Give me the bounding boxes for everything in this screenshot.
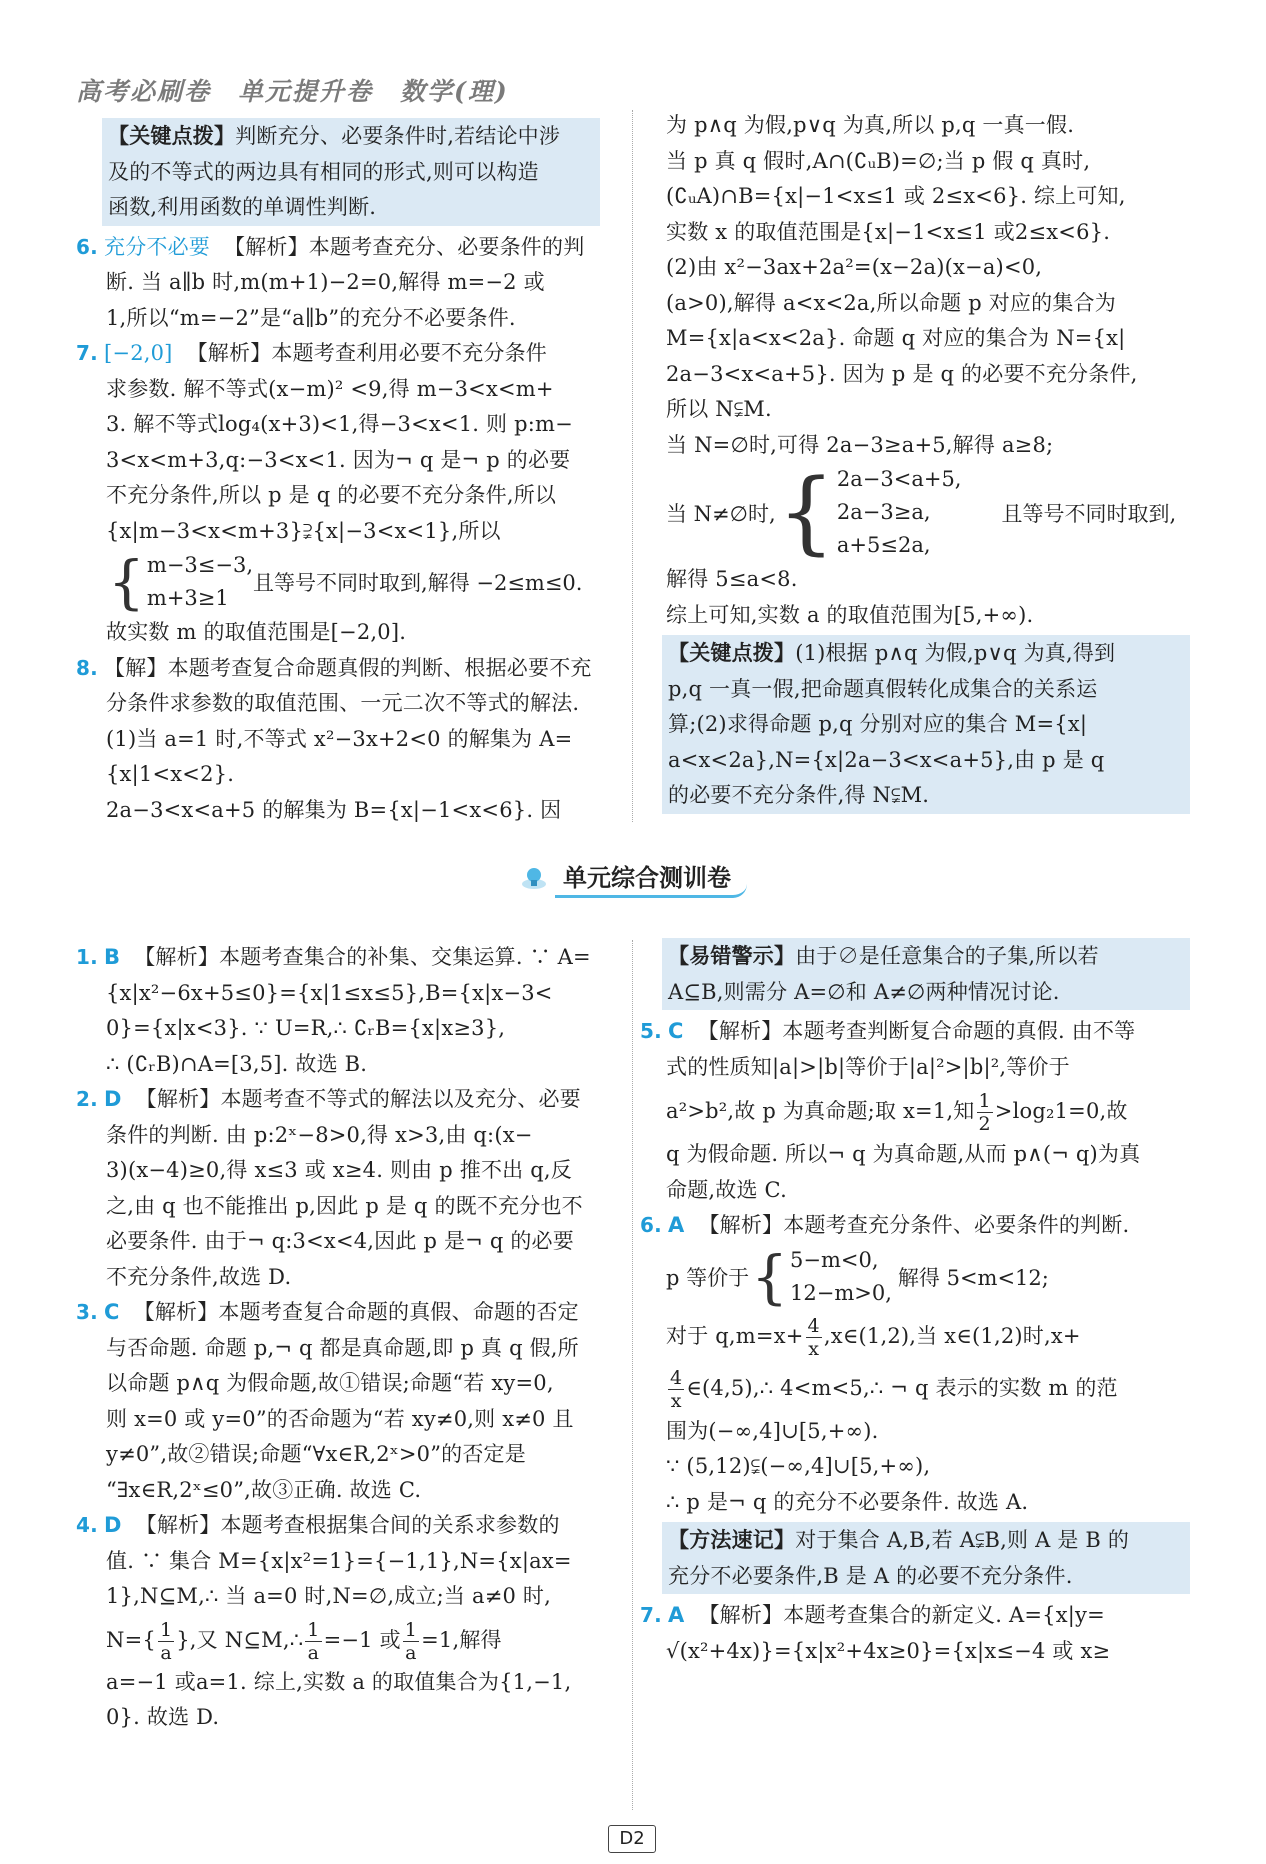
system-row: 5−m<0, <box>790 1247 879 1272</box>
item-answer: A <box>668 1213 685 1237</box>
box-text: 充分不必要条件,B 是 A 的必要不充分条件. <box>668 1563 1073 1588</box>
brace-symbol: { <box>777 459 835 565</box>
system-row: m+3≥1 <box>146 586 229 610</box>
fraction <box>977 1090 993 1135</box>
text-line: 【解析】本题考查复合命题的真假、命题的否定 <box>133 1300 579 1324</box>
system-head: 当 N≠∅时, <box>666 501 776 526</box>
brace-symbol: { <box>108 548 145 616</box>
item-number: 7. <box>640 1603 662 1627</box>
text-line: 当 p 真 q 假时,A∩(∁ᵤB)=∅;当 p 假 q 真时, <box>666 148 1091 173</box>
item-answer: A <box>668 1603 685 1627</box>
item-answer: D <box>104 1087 122 1111</box>
item-number: 1. <box>76 945 98 969</box>
answer-item-5 <box>640 1014 1190 1208</box>
box-text: 函数,利用函数的单调性判断. <box>108 195 377 219</box>
text-line: ∵ (5,12)⫋(−∞,4]∪[5,+∞), <box>666 1454 931 1478</box>
box-text: 判断充分、必要条件时,若结论中涉 <box>235 124 561 148</box>
text-fragment: 对于 q,m=x+ <box>666 1323 804 1348</box>
text-line: 以命题 p∧q 为假命题,故①错误;命题“若 xy=0, <box>106 1371 554 1395</box>
column-divider-top <box>632 110 634 822</box>
text-line: 2a−3<x<a+5 的解集为 B={x|−1<x<6}. 因 <box>106 797 562 822</box>
top-left-column <box>76 116 600 828</box>
fraction <box>806 1315 822 1360</box>
box-text: (1)根据 p∧q 为假,p∨q 为真,得到 <box>795 641 1116 665</box>
text-line: y≠0”,故②错误;命题“∀x∈R,2ˣ>0”的否定是 <box>106 1442 526 1466</box>
fraction-line <box>666 1310 1190 1362</box>
section-title-text: 单元综合测训卷 <box>555 858 747 898</box>
system-row: 2a−3≥a, <box>836 500 931 524</box>
fraction-line <box>666 1362 1190 1414</box>
item-number: 8. <box>76 655 98 680</box>
warning-label: 【易错警示】 <box>668 943 796 968</box>
text-line: 为 p∧q 为假,p∨q 为真,所以 p,q 一真一假. <box>666 113 1075 137</box>
text-line: 【解析】本题考查利用必要不充分条件 <box>186 341 547 365</box>
denominator: a <box>307 1641 320 1664</box>
numerator: 4 <box>807 1314 820 1337</box>
text-line: 不充分条件,所以 p 是 q 的必要不充分条件,所以 <box>106 483 557 507</box>
denominator: a <box>405 1641 417 1664</box>
text-line: 【解析】本题考查集合的新定义. A={x|y= <box>698 1603 1105 1627</box>
fraction-line <box>666 1085 1190 1137</box>
text-fragment: >log₂1=0,故 <box>994 1099 1128 1123</box>
fraction <box>403 1619 419 1664</box>
text-line: 0}={x|x<3}. ∵ U=R,∴ ∁ᵣB={x|x≥3}, <box>106 1016 506 1040</box>
item-answer: C <box>668 1019 684 1043</box>
column-divider-bottom <box>632 940 634 1810</box>
box-text: 的必要不充分条件,得 N⫋M. <box>668 783 930 807</box>
denominator: x <box>670 1389 682 1412</box>
text-line: 必要条件. 由于¬ q:3<x<4,因此 p 是¬ q 的必要 <box>106 1229 574 1253</box>
text-fragment: ∈(4,5),∴ 4<m<5,∴ ¬ q 表示的实数 m 的范 <box>686 1375 1118 1400</box>
text-line: 【解析】本题考查充分、必要条件的判 <box>224 234 585 259</box>
text-line: 【解析】本题考查判断复合命题的真假. 由不等 <box>697 1019 1136 1043</box>
answer-item-8 <box>76 651 600 829</box>
text-line: (∁ᵤA)∩B={x|−1<x≤1 或 2≤x<6}. 综上可知, <box>666 184 1126 208</box>
fraction <box>668 1367 684 1412</box>
text-fragment: },又 N⊆M,∴ <box>176 1627 304 1652</box>
text-line: 围为(−∞,4]∪[5,+∞). <box>666 1418 879 1443</box>
answer-item-2 <box>76 1082 600 1295</box>
item-number: 4. <box>76 1513 98 1537</box>
item-number: 6. <box>76 234 98 259</box>
answer-item-6 <box>76 230 600 337</box>
text-line: a=−1 或a=1. 综上,实数 a 的取值集合为{1,−1, <box>106 1669 572 1694</box>
text-line: 所以 N⫋M. <box>666 397 772 421</box>
running-header: 高考必刷卷 单元提升卷 数学(理) <box>76 77 509 106</box>
key-point-label: 【关键点拨】 <box>108 123 236 148</box>
text-line: 之,由 q 也不能推出 p,因此 p 是 q 的既不充分也不 <box>106 1193 583 1218</box>
text-line: 综上可知,实数 a 的取值范围为[5,+∞). <box>666 602 1034 627</box>
system-tail: 且等号不同时取到, <box>1001 501 1177 526</box>
book-icon <box>519 863 549 893</box>
text-line: 不充分条件,故选 D. <box>106 1264 292 1289</box>
text-line: ∴ p 是¬ q 的充分不必要条件. 故选 A. <box>666 1489 1029 1514</box>
text-line: 【解析】本题考查充分条件、必要条件的判断. <box>698 1213 1130 1237</box>
text-line: {x|m−3<x<m+3}⫌{x|−3<x<1},所以 <box>106 518 501 543</box>
bottom-left-column <box>76 940 600 1736</box>
text-line: 1,所以“m=−2”是“a∥b”的充分不必要条件. <box>106 305 516 330</box>
text-fragment: ,x∈(1,2),当 x∈(1,2)时,x+ <box>823 1323 1081 1348</box>
numerator: 1 <box>159 1618 173 1641</box>
item-answer: B <box>104 945 121 969</box>
answer-item-7 <box>76 336 600 651</box>
answer-item-3 <box>76 1295 600 1508</box>
item-answer: 充分不必要 <box>104 234 210 259</box>
text-line: 实数 x 的取值范围是{x|−1<x≤1 或2≤x<6}. <box>666 219 1111 244</box>
item-answer: C <box>104 1300 120 1324</box>
system-row: 2a−3<a+5, <box>836 467 962 491</box>
box-text: 及的不等式的两边具有相同的形式,则可以构造 <box>108 159 539 184</box>
box-text: 对于集合 A,B,若 A⫋B,则 A 是 B 的 <box>795 1528 1130 1552</box>
text-line: 与否命题. 命题 p,¬ q 都是真命题,即 p 真 q 假,所 <box>106 1335 579 1360</box>
bottom-right-column <box>640 936 1190 1669</box>
numerator: 4 <box>670 1366 683 1389</box>
method-label: 【方法速记】 <box>668 1527 796 1552</box>
denominator: a <box>160 1641 172 1664</box>
item-number: 3. <box>76 1300 98 1324</box>
text-line: 3)(x−4)≥0,得 x≤3 或 x≥4. 则由 p 推不出 q,反 <box>106 1158 572 1182</box>
top-right-column <box>666 108 1190 818</box>
text-line: 3. 解不等式log₄(x+3)<1,得−3<x<1. 则 p:m− <box>106 412 573 436</box>
text-line: 解得 5≤a<8. <box>666 567 798 591</box>
text-line: 断. 当 a∥b 时,m(m+1)−2=0,解得 m=−2 或 <box>106 270 545 294</box>
text-line: “∃x∈R,2ˣ≤0”,故③正确. 故选 C. <box>106 1477 422 1502</box>
text-fragment: N={ <box>106 1627 156 1652</box>
text-line: {x|1<x<2}. <box>106 762 235 786</box>
text-line: 1},N⊆M,∴ 当 a=0 时,N=∅,成立;当 a≠0 时, <box>106 1584 551 1608</box>
text-line: 3<x<m+3,q:−3<x<1. 因为¬ q 是¬ p 的必要 <box>106 447 571 472</box>
text-line: 命题,故选 C. <box>666 1177 787 1202</box>
numerator: 1 <box>978 1090 991 1112</box>
section-title <box>0 858 1266 898</box>
item-number: 6. <box>640 1213 662 1237</box>
text-line: M={x|a<x<2a}. 命题 q 对应的集合为 N={x| <box>666 326 1126 350</box>
text-line: 2a−3<x<a+5}. 因为 p 是 q 的必要不充分条件, <box>666 361 1138 386</box>
fraction-line <box>76 1615 600 1665</box>
system-row: 12−m>0, <box>790 1280 892 1305</box>
item-answer: D <box>104 1513 122 1537</box>
inequality-system <box>666 459 1190 565</box>
item-number: 7. <box>76 341 98 365</box>
text-line: ∴ (∁ᵣB)∩A=[3,5]. 故选 B. <box>106 1051 368 1076</box>
text-line: 【解析】本题考查根据集合间的关系求参数的 <box>135 1513 560 1537</box>
text-line: 值. ∵ 集合 M={x|x²=1}={−1,1},N={x|ax= <box>106 1548 572 1573</box>
text-line: {x|x²−6x+5≤0}={x|1≤x≤5},B={x|x−3< <box>106 980 553 1005</box>
text-line: (a>0),解得 a<x<2a,所以命题 p 对应的集合为 <box>666 290 1116 315</box>
page-number: D2 <box>608 1825 656 1853</box>
denominator: 2 <box>978 1113 991 1135</box>
text-line: √(x²+4x)}={x|x²+4x≥0}={x|x≤−4 或 x≥ <box>666 1638 1111 1663</box>
box-text: a<x<2a},N={x|2a−3<x<a+5},由 p 是 q <box>668 747 1105 772</box>
box-text: A⊆B,则需分 A=∅和 A≠∅两种情况讨论. <box>668 979 1060 1004</box>
system-row: a+5≤2a, <box>836 533 931 557</box>
text-line: (1)当 a=1 时,不等式 x²−3x+2<0 的解集为 A= <box>106 726 573 751</box>
fraction <box>158 1619 174 1664</box>
text-line: 求参数. 解不等式(x−m)² <9,得 m−3<x<m+ <box>106 376 554 401</box>
text-line: 【解】本题考查复合命题真假的判断、根据必要不充 <box>104 655 592 680</box>
box-text: 算;(2)求得命题 p,q 分别对应的集合 M={x| <box>668 712 1088 736</box>
system-row: m−3≤−3, <box>146 553 254 577</box>
answer-item-4 <box>76 1508 600 1736</box>
answer-item-6b <box>640 1208 1190 1520</box>
text-line: 0}. 故选 D. <box>106 1705 220 1729</box>
numerator: 1 <box>307 1618 320 1641</box>
method-box <box>662 1522 1190 1594</box>
answer-item-7b <box>640 1598 1190 1669</box>
text-line: 故实数 m 的取值范围是[−2,0]. <box>106 620 407 644</box>
numerator: 1 <box>404 1618 418 1641</box>
text-line: 式的性质知|a|>|b|等价于|a|²>|b|²,等价于 <box>666 1054 1070 1079</box>
key-point-label: 【关键点拨】 <box>668 640 796 665</box>
warning-box <box>662 938 1190 1010</box>
text-line: 分条件求参数的取值范围、一元二次不等式的解法. <box>106 691 580 715</box>
box-text: p,q 一真一假,把命题真假转化成集合的关系运 <box>668 676 1098 701</box>
text-fragment: a²>b²,故 p 为真命题;取 x=1,知 <box>666 1099 975 1123</box>
key-point-box <box>662 635 1190 814</box>
system-tail: 解得 5<m<12; <box>897 1265 1049 1290</box>
item-number: 2. <box>76 1087 98 1111</box>
inequality-system <box>666 1244 1190 1310</box>
system-tail: 且等号不同时取到,解得 −2≤m≤0. <box>253 571 583 595</box>
system-head: p 等价于 <box>666 1265 750 1290</box>
key-point-box <box>102 118 600 226</box>
item-answer: [−2,0] <box>104 341 173 365</box>
answer-item-1 <box>76 940 600 1082</box>
brace-symbol: { <box>751 1242 789 1311</box>
text-line: 【解析】本题考查集合的补集、交集运算. ∵ A= <box>134 945 591 969</box>
denominator: x <box>808 1337 820 1360</box>
text-line: 条件的判断. 由 p:2ˣ−8>0,得 x>3,由 q:(x− <box>106 1122 533 1147</box>
text-fragment: =−1 或 <box>323 1627 401 1652</box>
text-line: 则 x=0 或 y=0”的否命题为“若 xy≠0,则 x≠0 且 <box>106 1406 574 1431</box>
text-line: 当 N=∅时,可得 2a−3≥a+5,解得 a≥8; <box>666 432 1054 457</box>
inequality-system <box>76 549 600 615</box>
item-number: 5. <box>640 1019 662 1043</box>
fraction <box>305 1619 321 1664</box>
text-fragment: =1,解得 <box>421 1627 502 1652</box>
text-line: 【解析】本题考查不等式的解法以及充分、必要 <box>135 1087 581 1111</box>
text-line: q 为假命题. 所以¬ q 为真命题,从而 p∧(¬ q)为真 <box>666 1142 1141 1166</box>
text-line: (2)由 x²−3ax+2a²=(x−2a)(x−a)<0, <box>666 255 1043 279</box>
box-text: 由于∅是任意集合的子集,所以若 <box>795 944 1099 968</box>
